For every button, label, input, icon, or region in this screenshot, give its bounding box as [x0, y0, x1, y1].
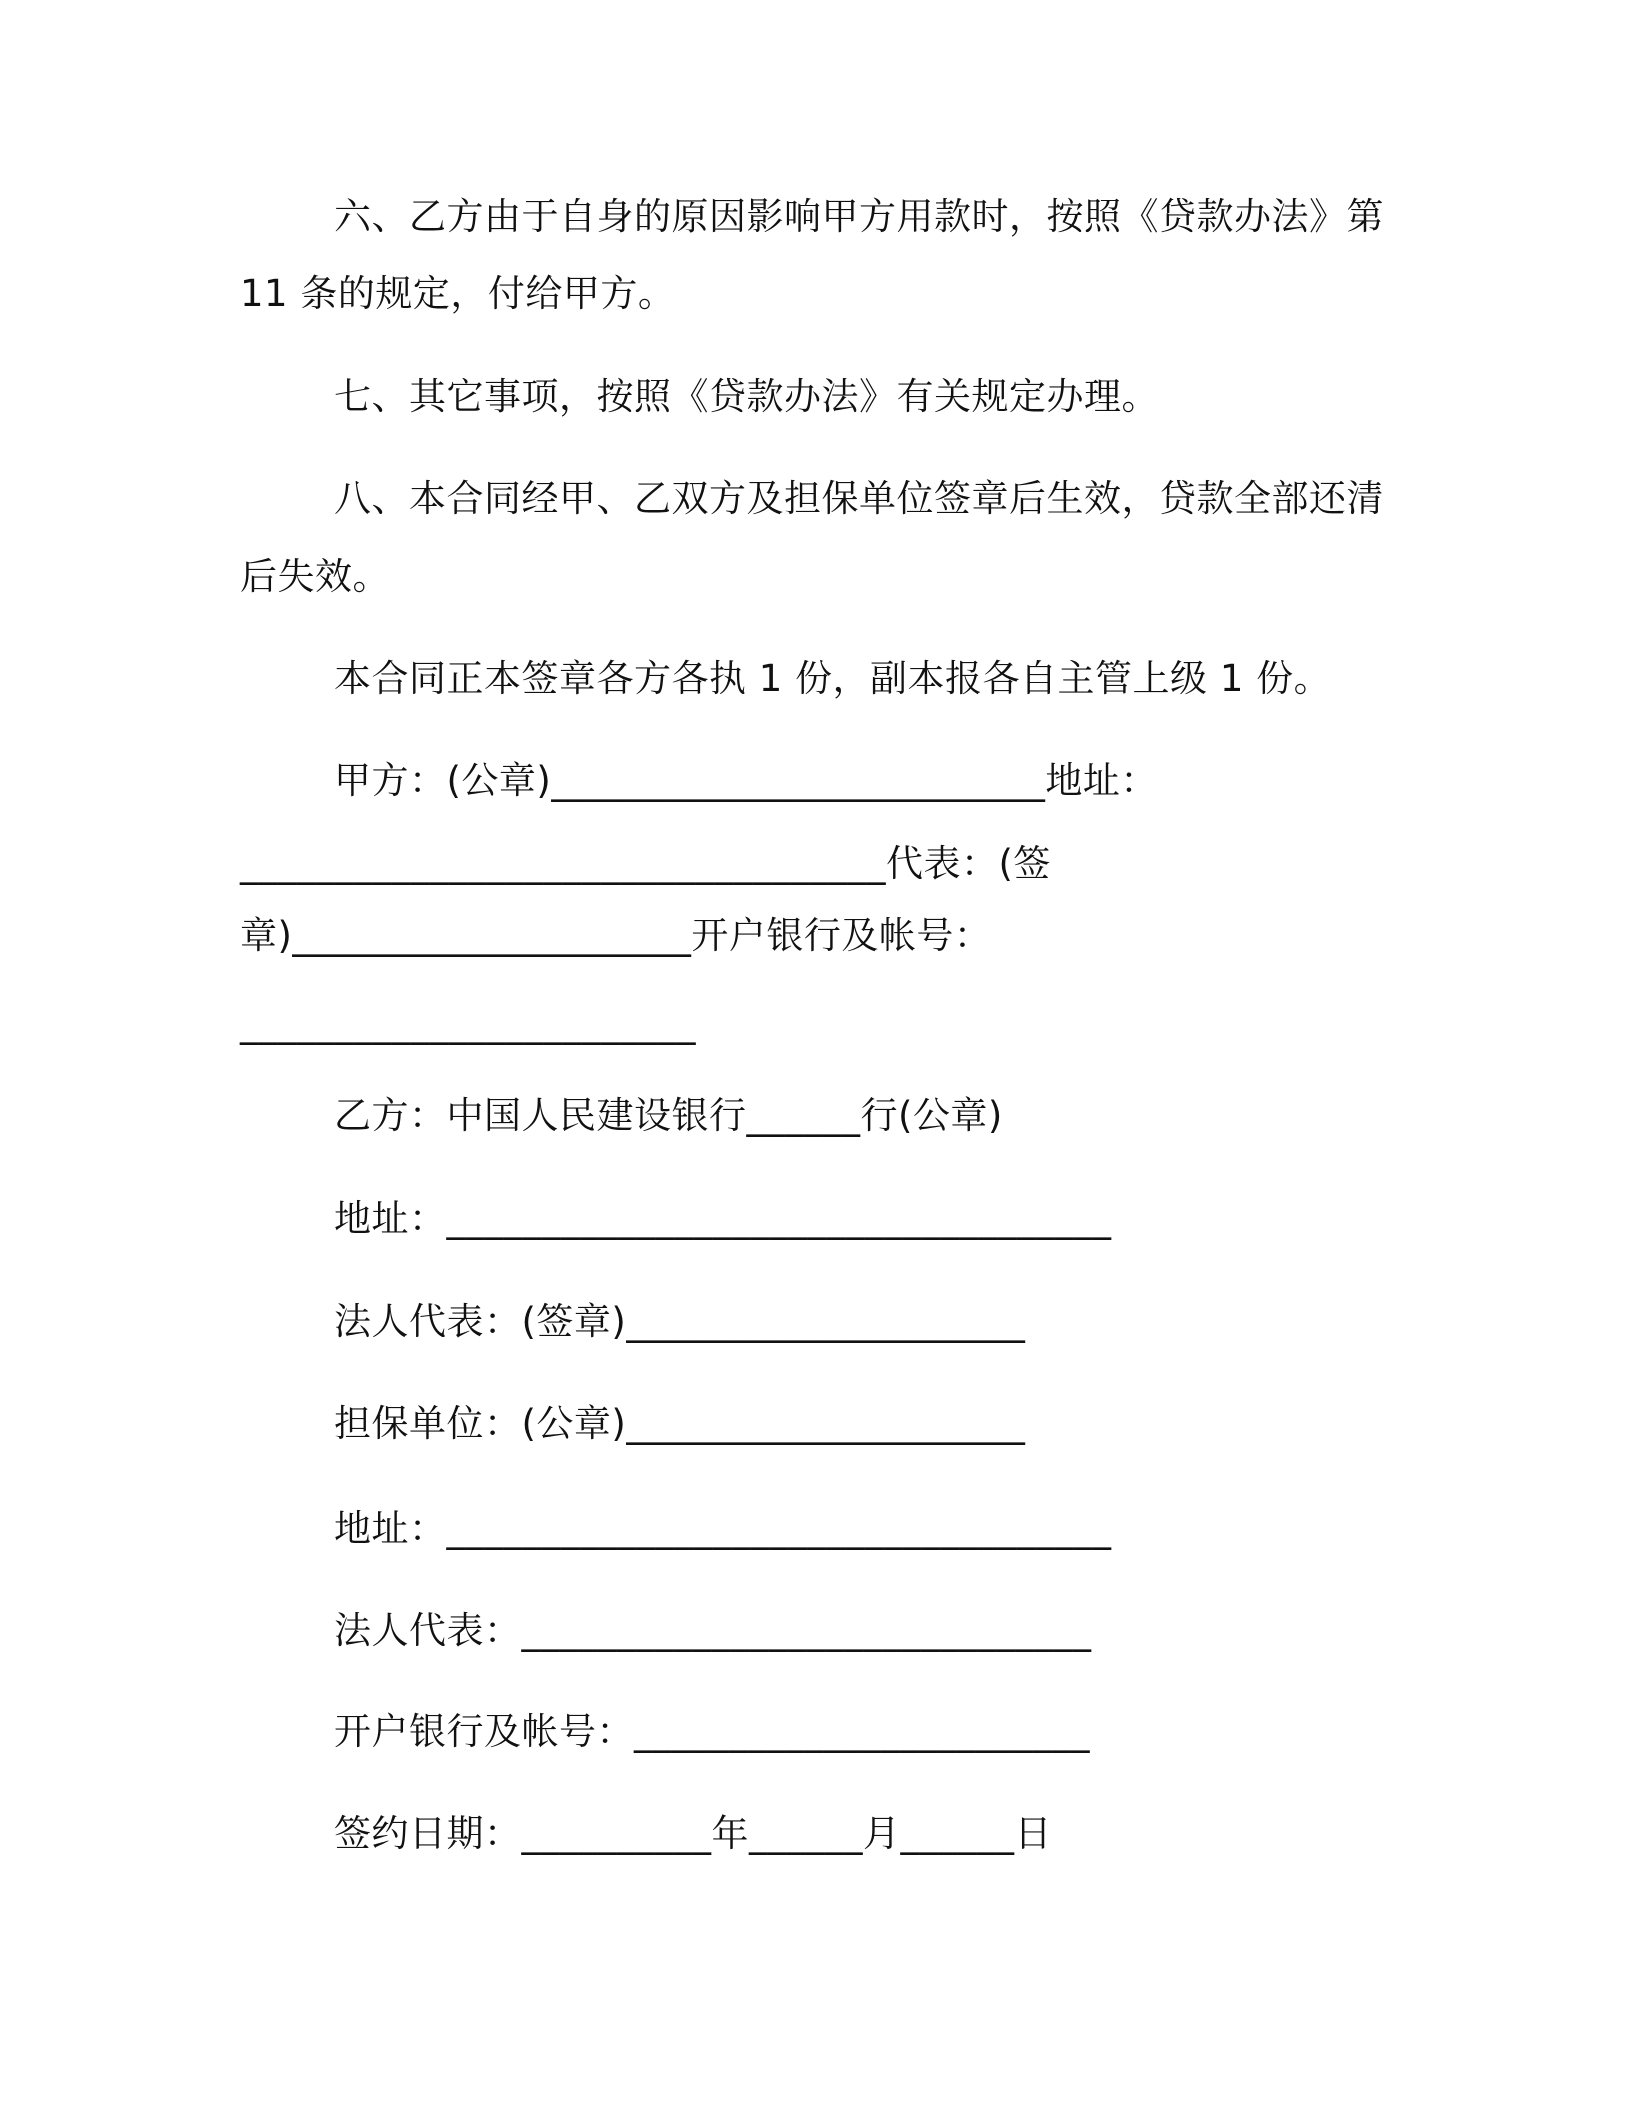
- party-b-title: 乙方：中国人民建设银行______行(公章): [334, 1094, 1003, 1137]
- copies-statement: 本合同正本签章各方各执 1 份，副本报各自主管上级 1 份。: [334, 657, 1332, 700]
- party-a-line-1: 甲方：(公章)__________________________地址：: [334, 759, 1158, 802]
- signing-date: 签约日期：__________年______月______日: [334, 1812, 1052, 1855]
- guarantor-address: 地址：___________________________________: [334, 1507, 1112, 1550]
- guarantor-bank-account: 开户银行及帐号：________________________: [334, 1710, 1090, 1753]
- guarantor-legal-rep: 法人代表：______________________________: [334, 1609, 1092, 1652]
- party-b-legal-rep: 法人代表：(签章)_____________________: [334, 1300, 1026, 1343]
- party-b-address: 地址：___________________________________: [334, 1197, 1112, 1240]
- clause-8-line-2: 后失效。: [240, 555, 390, 598]
- guarantor-title: 担保单位：(公章)_____________________: [334, 1402, 1026, 1445]
- clause-7: 七、其它事项，按照《贷款办法》有关规定办理。: [334, 375, 1159, 418]
- clause-6-line-1: 六、乙方由于自身的原因影响甲方用款时，按照《贷款办法》第: [334, 195, 1384, 238]
- party-a-line-3: 章)_____________________开户银行及帐号：: [240, 914, 992, 957]
- party-a-line-4: ________________________: [240, 1002, 696, 1045]
- clause-8-line-1: 八、本合同经甲、乙双方及担保单位签章后生效，贷款全部还清: [334, 477, 1384, 520]
- clause-6-line-2: 11 条的规定，付给甲方。: [240, 272, 676, 315]
- party-a-line-2: __________________________________代表：(签: [240, 842, 1051, 885]
